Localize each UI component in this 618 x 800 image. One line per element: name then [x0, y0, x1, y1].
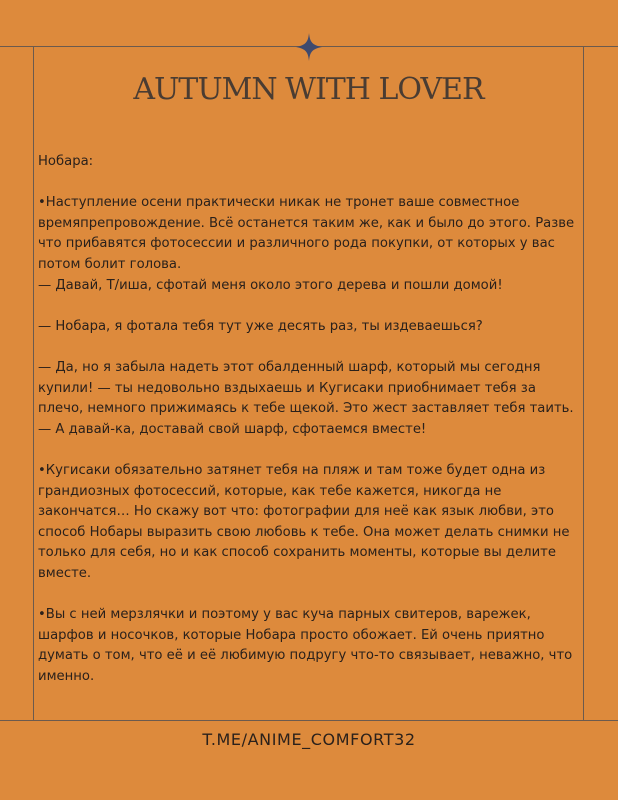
story-text — [38, 152, 580, 687]
paragraph: •Кугисаки обязательно затянет тебя на пляж и там тоже будет одна из грандиозных фотосессий, которые, как тебе кажется, никогда не закончатся… Но скажу вот что: фотографии для неё как язык любви, это способ Нобары выразить свою любовь к тебе. Она может делать снимки не только для себя, но и как способ сохранить моменты, которые вы делите вместе. — [38, 462, 570, 581]
bottom-border-line — [0, 720, 618, 721]
paragraph: Нобара: — [38, 154, 94, 169]
left-border-line — [33, 46, 34, 720]
paragraph: — Давай, Т/иша, сфотай меня около этого дерева и пошли домой! — [38, 277, 503, 293]
paragraph: — Да, но я забыла надеть этот обалденный шарф, который мы сегодня купили! — ты недовольно вздыхаешь и Кугисаки приобнимает тебя за плечо, немного прижимаясь к тебе щекой. Это жест заставляет тебя таить. — А давай-ка, доставай свой шарф, сфотаемся вместе! — [38, 359, 574, 437]
right-border-line — [583, 46, 584, 720]
paragraph: •Вы с ней мерзлячки и поэтому у вас куча парных свитеров, варежек, шарфов и носочков, которые Нобара просто обожает. Ей очень приятно думать о том, что её и её любимую подругу что-то связывает, неважно, что именно. — [38, 607, 573, 684]
page-title: AUTUMN WITH LOVER — [133, 72, 484, 107]
channel-link[interactable]: T.ME/ANIME_COMFORT32 — [202, 730, 416, 749]
paragraph: •Наступление осени практически никак не тронет ваше совместное времяпрепровождение. Всё останется таким же, как и было до этого. Разве что прибавятся фотосессии и различного рода покупки, от которых у вас потом болит голова. — [38, 195, 575, 272]
four-point-star-icon — [296, 33, 322, 61]
paragraph: — Нобара, я фотала тебя тут уже десять раз, ты издеваешься? — [38, 318, 483, 334]
